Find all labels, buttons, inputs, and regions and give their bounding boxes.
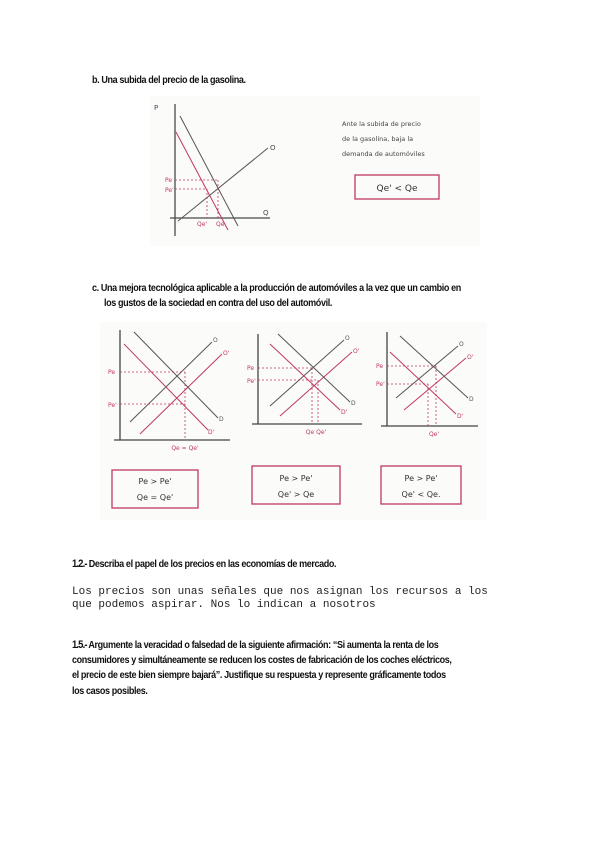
note-line-2: de la gasolina, baja la: [342, 135, 414, 143]
graph-2-label-qty: Qe Qe': [305, 429, 327, 436]
conclusion-text: Qe' < Qe: [376, 184, 418, 194]
graph-3-label-qty: Qe': [428, 431, 440, 438]
graph-1-box-line2: Qe = Qe': [136, 493, 174, 502]
graph-2-label-o: O: [345, 335, 350, 342]
q15-line3: el precio de este bien siempre bajará”. Justifique su respuesta y represente gráficamente todos: [72, 669, 446, 681]
graph-1-box: [112, 470, 198, 508]
q12-heading: [72, 557, 336, 572]
q15-line1: [72, 638, 438, 653]
figure-gasoline: [150, 96, 480, 246]
supply-label: O: [270, 144, 276, 152]
graph-2-label-d-prime: D': [341, 409, 348, 416]
graph-1-label-d-prime: D': [208, 429, 215, 436]
demand-curve: [180, 116, 238, 226]
note-line-1: Ante la subida de precio: [342, 120, 421, 128]
graph-1-label-d: D: [219, 416, 224, 423]
q12-answer-line1: Los precios son unas señales que nos asignan los recursos a los: [72, 586, 488, 598]
graph-3: [376, 332, 478, 504]
graph-3-box-line2: Qe' < Qe.: [401, 490, 441, 499]
q12-number: 1.2.-: [72, 558, 87, 570]
graph-3-demand-shifted: [390, 352, 456, 414]
graph-1-label-o-prime: O': [223, 350, 230, 357]
graph-1-demand: [134, 332, 218, 418]
graph-2-label-pe-prime: Pe': [247, 378, 256, 385]
graph-2-supply-shifted: [280, 352, 352, 416]
graph-2-demand-shifted: [270, 344, 340, 410]
qty-label-qe-prime: Qe': [197, 221, 208, 228]
graph-2-supply: [270, 340, 344, 406]
graph-2-label-o-prime: O': [353, 348, 360, 355]
figure-tech-tastes: [100, 322, 487, 520]
graph-gasoline: [150, 96, 480, 246]
graph-1-label-pe-prime: Pe': [108, 402, 117, 409]
graph-1-demand-shifted: [124, 344, 208, 430]
q15-line4: los casos posibles.: [72, 685, 148, 697]
q15-line2: consumidores y simultáneamente se reducen los costes de fabricación de los coches eléctricos,: [72, 654, 452, 666]
graph-2-box-line2: Qe' > Qe: [277, 490, 315, 499]
graph-2-label-pe: Pe: [247, 365, 255, 372]
qty-label-qe: Qe: [216, 221, 225, 228]
graph-1: [108, 330, 230, 508]
x-axis-label: Q: [263, 209, 269, 217]
graph-2-label-d: D: [351, 400, 356, 407]
section-c-heading-line1: c. Una mejora tecnológica aplicable a la producción de automóviles a la vez que un cambio en: [92, 282, 461, 294]
q15-number: 1.5.-: [72, 639, 87, 651]
price-label-pe: Pe: [165, 177, 173, 184]
graph-3-label-d-prime: D': [457, 413, 464, 420]
q12-answer-line2: que podemos aspirar. Nos lo indican a nosotros: [72, 599, 376, 611]
graph-3-label-o: O: [459, 341, 464, 348]
graph-2-box-line1: Pe > Pe': [279, 474, 313, 483]
graph-1-supply: [130, 342, 212, 422]
note-line-3: demanda de automóviles: [342, 150, 425, 158]
q15-line1-text: Argumente la veracidad o falsedad de la siguiente afirmación: “Si aumenta la renta de los: [88, 639, 439, 651]
graph-3-label-d: D: [469, 396, 474, 403]
graph-1-supply-shifted: [140, 354, 222, 434]
demand-shifted-curve: [176, 132, 228, 230]
y-axis-label: P: [154, 104, 159, 112]
graph-2: [247, 334, 362, 504]
q12-heading-text: Describa el papel de los precios en las economías de mercado.: [88, 558, 337, 570]
supply-curve: [178, 148, 268, 221]
graph-3-label-o-prime: O': [467, 354, 474, 361]
graph-1-label-pe: Pe: [108, 369, 116, 376]
graph-1-label-qty: Qe = Qe': [171, 445, 199, 452]
graph-3-label-pe-prime: Pe': [376, 381, 385, 388]
section-b-heading: b. Una subida del precio de la gasolina.: [92, 74, 246, 86]
section-c-heading-line2: los gustos de la sociedad en contra del uso del automóvil.: [104, 297, 332, 309]
graph-triptych: [100, 322, 487, 520]
price-label-pe-prime: Pe': [165, 187, 174, 194]
graph-1-label-o: O: [213, 337, 218, 344]
graph-3-box-line1: Pe > Pe': [404, 474, 438, 483]
graph-3-label-pe: Pe: [376, 363, 384, 370]
graph-1-box-line1: Pe > Pe': [138, 477, 172, 486]
graph-3-demand: [400, 336, 468, 398]
